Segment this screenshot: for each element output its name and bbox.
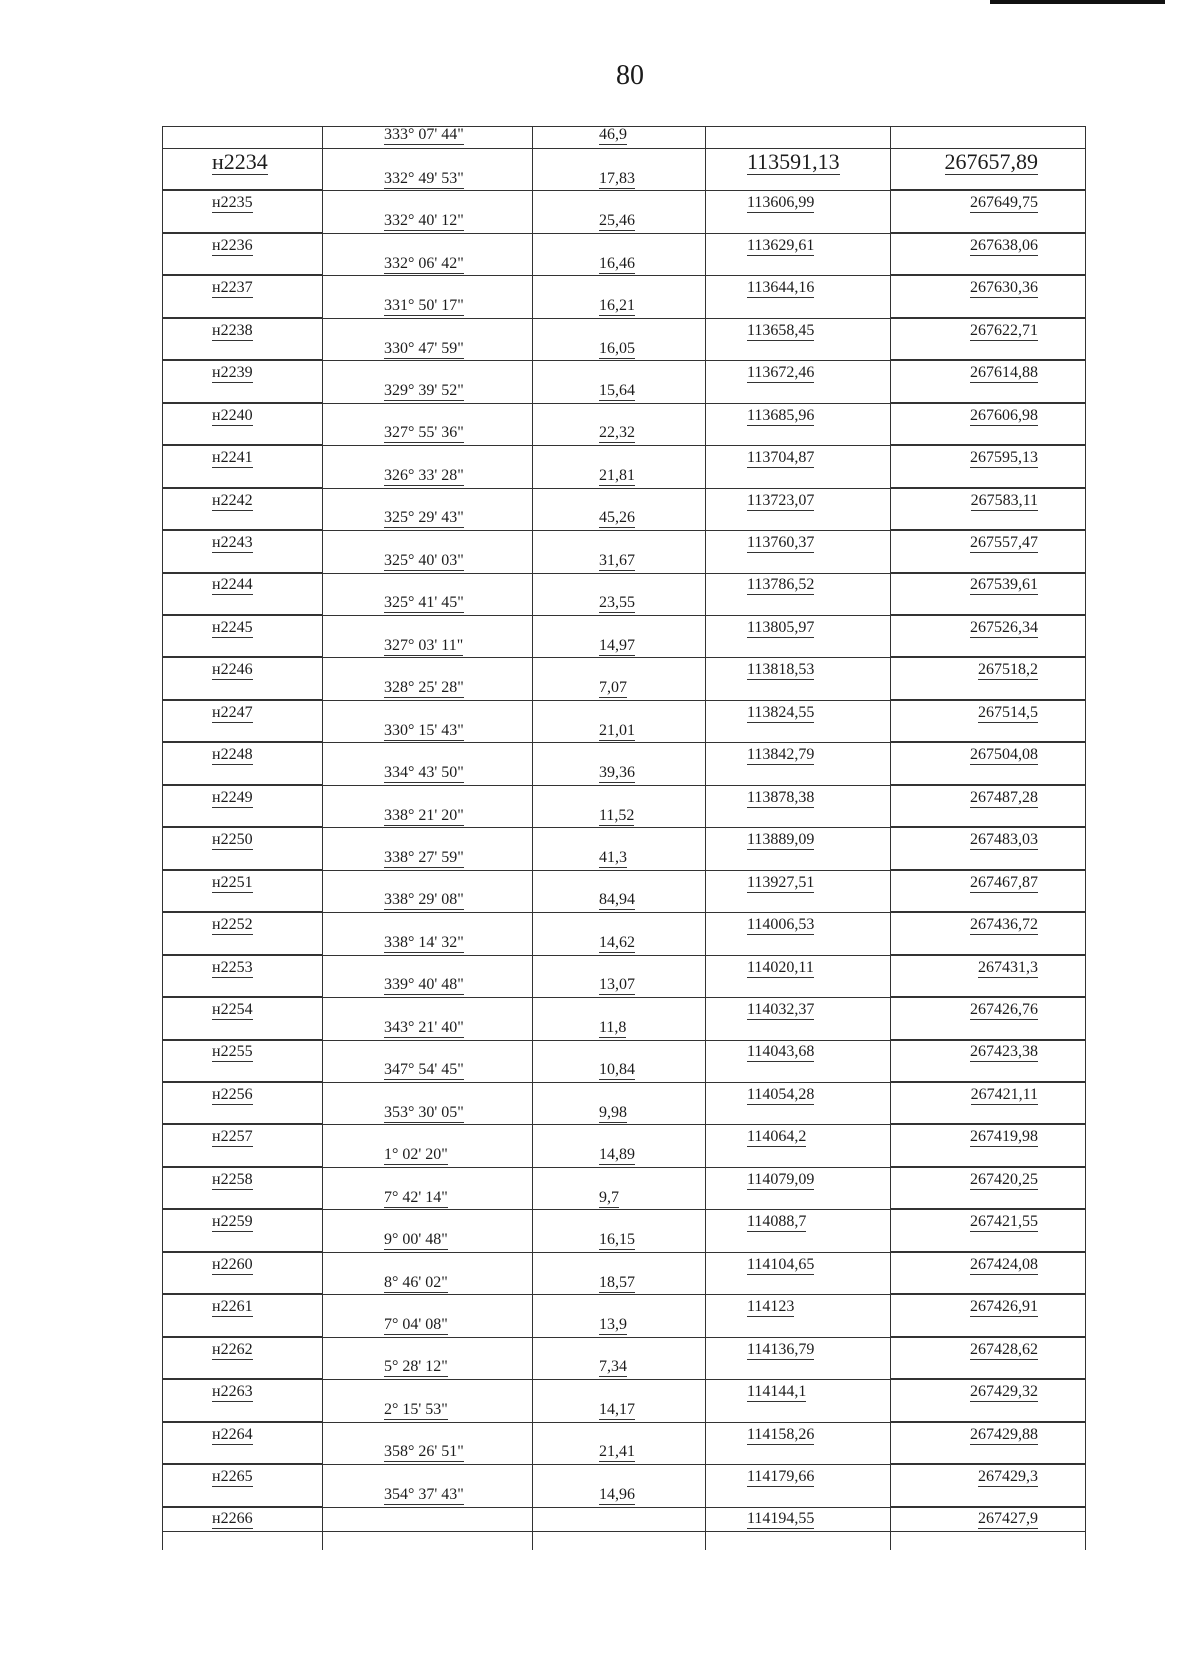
point-x-coordinate: 113629,61 [747, 236, 815, 254]
point-id: н2251 [212, 873, 253, 891]
segment-direction: 358° 26' 51" [384, 1443, 464, 1461]
point-id: н2253 [212, 958, 253, 976]
survey-coordinates-table [162, 126, 1086, 1550]
row-border [162, 955, 1086, 956]
point-id: н2248 [212, 746, 253, 764]
point-x-coordinate: 113606,99 [747, 194, 815, 212]
segment-length: 21,81 [599, 466, 635, 484]
row-border [162, 233, 1086, 234]
row-border [162, 1507, 1086, 1508]
point-id: н2239 [212, 364, 253, 382]
segment-length: 16,05 [599, 339, 635, 357]
point-id: н2245 [212, 618, 253, 636]
segment-length: 22,32 [599, 424, 635, 442]
point-x-coordinate: 113644,16 [747, 279, 815, 297]
segment-direction: 327° 03' 11" [384, 636, 464, 654]
point-y-coordinate: 267423,38 [970, 1043, 1038, 1061]
segment-direction: 5° 28' 12" [384, 1358, 448, 1376]
point-id: н2262 [212, 1340, 253, 1358]
segment-length: 9,98 [599, 1103, 627, 1121]
segment-direction: 326° 33' 28" [384, 466, 464, 484]
point-y-coordinate: 267420,25 [970, 1170, 1038, 1188]
row-border [162, 1209, 1086, 1210]
point-id: н2240 [212, 406, 253, 424]
point-id: н2243 [212, 534, 253, 552]
segment-length: 18,57 [599, 1273, 635, 1291]
segment-direction: 330° 47' 59" [384, 339, 464, 357]
row-border [162, 827, 1086, 828]
point-id: н2244 [212, 576, 253, 594]
segment-direction: 7° 04' 08" [384, 1315, 448, 1333]
segment-length: 10,84 [599, 1061, 635, 1079]
point-id: н2250 [212, 831, 253, 849]
point-y-coordinate: 267429,3 [978, 1468, 1038, 1486]
point-y-coordinate: 267419,98 [970, 1128, 1038, 1146]
segment-direction: 331° 50' 17" [384, 297, 464, 315]
row-border [162, 700, 1086, 701]
segment-length: 84,94 [599, 891, 635, 909]
segment-direction: 354° 37' 43" [384, 1485, 464, 1503]
segment-direction: 343° 21' 40" [384, 1018, 464, 1036]
row-border [162, 275, 1086, 276]
segment-length: 21,01 [599, 721, 635, 739]
point-id: н2264 [212, 1425, 253, 1443]
point-y-coordinate: 267436,72 [970, 916, 1038, 934]
segment-direction: 353° 30' 05" [384, 1103, 464, 1121]
segment-length: 41,3 [599, 848, 627, 866]
row-border [162, 785, 1086, 786]
point-x-coordinate: 113805,97 [747, 618, 815, 636]
segment-length: 14,96 [599, 1485, 635, 1503]
point-id: н2252 [212, 916, 253, 934]
segment-direction: 2° 15' 53" [384, 1400, 448, 1418]
row-border [162, 190, 1086, 191]
segment-length: 21,41 [599, 1443, 635, 1461]
segment-direction: 8° 46' 02" [384, 1273, 448, 1291]
segment-direction: 9° 00' 48" [384, 1231, 448, 1249]
point-x-coordinate: 113723,07 [747, 491, 815, 509]
row-border [162, 1252, 1086, 1253]
point-id: н2247 [212, 703, 253, 721]
segment-direction: 325° 29' 43" [384, 509, 464, 527]
row-border [162, 1082, 1086, 1083]
point-x-coordinate: 113818,53 [747, 661, 815, 679]
segment-length: 11,8 [599, 1018, 627, 1036]
segment-length: 13,9 [599, 1315, 627, 1333]
point-x-coordinate: 114179,66 [747, 1468, 815, 1486]
segment-direction: 338° 27' 59" [384, 848, 464, 866]
point-y-coordinate: 267583,11 [970, 491, 1038, 509]
segment-direction: 327° 55' 36" [384, 424, 464, 442]
segment-length: 46,9 [599, 126, 627, 143]
point-y-coordinate: 267606,98 [970, 406, 1038, 424]
point-x-coordinate: 114123 [747, 1298, 795, 1316]
point-id: н2249 [212, 788, 253, 806]
segment-direction: 332° 40' 12" [384, 212, 464, 230]
row-border [162, 403, 1086, 404]
point-id: н2236 [212, 236, 253, 254]
row-border [162, 997, 1086, 998]
point-y-coordinate: 267483,03 [970, 831, 1038, 849]
point-y-coordinate: 267426,76 [970, 1001, 1038, 1019]
point-x-coordinate: 113878,38 [747, 788, 815, 806]
segment-length: 17,83 [599, 169, 635, 187]
point-y-coordinate: 267622,71 [970, 321, 1038, 339]
point-id: н2259 [212, 1213, 253, 1231]
segment-direction: 339° 40' 48" [384, 976, 464, 994]
segment-length: 14,89 [599, 1146, 635, 1164]
row-border [162, 445, 1086, 446]
point-y-coordinate: 267504,08 [970, 746, 1038, 764]
segment-length: 9,7 [599, 1188, 619, 1206]
point-x-coordinate: 113927,51 [747, 873, 815, 891]
row-border [162, 615, 1086, 616]
row-border [162, 1464, 1086, 1465]
top-rule [990, 0, 1165, 4]
point-y-coordinate: 267638,06 [970, 236, 1038, 254]
point-id: н2241 [212, 449, 253, 467]
segment-length: 31,67 [599, 551, 635, 569]
segment-direction: 328° 25' 28" [384, 679, 464, 697]
point-x-coordinate: 113889,09 [747, 831, 815, 849]
point-x-coordinate: 114043,68 [747, 1043, 815, 1061]
segment-length: 7,34 [599, 1358, 627, 1376]
point-y-coordinate: 267518,2 [978, 661, 1038, 679]
point-id: н2234 [212, 148, 268, 174]
row-border [162, 1294, 1086, 1295]
point-x-coordinate: 114088,7 [747, 1213, 807, 1231]
table-bottom-border [162, 1531, 1086, 1532]
row-border [162, 360, 1086, 361]
row-border [162, 1040, 1086, 1041]
point-x-coordinate: 114032,37 [747, 1001, 815, 1019]
point-y-coordinate: 267424,08 [970, 1255, 1038, 1273]
point-x-coordinate: 114006,53 [747, 916, 815, 934]
point-y-coordinate: 267427,9 [978, 1510, 1038, 1528]
segment-direction: 338° 21' 20" [384, 806, 464, 824]
point-x-coordinate: 114064,2 [747, 1128, 807, 1146]
point-x-coordinate: 113685,96 [747, 406, 815, 424]
row-border [162, 1124, 1086, 1125]
segment-length: 14,97 [599, 636, 635, 654]
point-x-coordinate: 113842,79 [747, 746, 815, 764]
point-x-coordinate: 113658,45 [747, 321, 815, 339]
point-y-coordinate: 267649,75 [970, 194, 1038, 212]
point-y-coordinate: 267526,34 [970, 618, 1038, 636]
point-y-coordinate: 267595,13 [970, 449, 1038, 467]
point-x-coordinate: 114054,28 [747, 1085, 815, 1103]
point-id: н2254 [212, 1001, 253, 1019]
row-border [162, 870, 1086, 871]
segment-direction: 7° 42' 14" [384, 1188, 448, 1206]
segment-direction: 347° 54' 45" [384, 1061, 464, 1079]
point-id: н2255 [212, 1043, 253, 1061]
point-id: н2266 [212, 1510, 253, 1528]
segment-direction: 332° 06' 42" [384, 254, 464, 272]
row-border [162, 912, 1086, 913]
point-id: н2263 [212, 1383, 253, 1401]
point-y-coordinate: 267487,28 [970, 788, 1038, 806]
point-id: н2265 [212, 1468, 253, 1486]
point-y-coordinate: 267630,36 [970, 279, 1038, 297]
row-border [162, 318, 1086, 319]
point-y-coordinate: 267657,89 [944, 148, 1038, 174]
point-y-coordinate: 267557,47 [970, 534, 1038, 552]
point-y-coordinate: 267429,88 [970, 1425, 1038, 1443]
point-y-coordinate: 267428,62 [970, 1340, 1038, 1358]
page-number: 80 [616, 60, 644, 91]
point-y-coordinate: 267421,11 [970, 1085, 1038, 1103]
segment-direction: 1° 02' 20" [384, 1146, 448, 1164]
segment-direction: 329° 39' 52" [384, 381, 464, 399]
point-id: н2237 [212, 279, 253, 297]
segment-length: 13,07 [599, 976, 635, 994]
point-x-coordinate: 114020,11 [747, 958, 814, 976]
point-id: н2256 [212, 1085, 253, 1103]
segment-length: 16,15 [599, 1231, 635, 1249]
row-border [162, 742, 1086, 743]
segment-direction: 333° 07' 44" [384, 126, 464, 143]
point-x-coordinate: 113824,55 [747, 703, 815, 721]
point-x-coordinate: 113704,87 [747, 449, 815, 467]
point-y-coordinate: 267614,88 [970, 364, 1038, 382]
point-x-coordinate: 114194,55 [747, 1510, 815, 1528]
point-id: н2246 [212, 661, 253, 679]
segment-length: 23,55 [599, 594, 635, 612]
segment-length: 39,36 [599, 764, 635, 782]
row-border [162, 1422, 1086, 1423]
segment-length: 45,26 [599, 509, 635, 527]
segment-length: 16,21 [599, 297, 635, 315]
segment-direction: 338° 29' 08" [384, 891, 464, 909]
segment-direction: 338° 14' 32" [384, 933, 464, 951]
segment-length: 14,17 [599, 1400, 635, 1418]
point-x-coordinate: 113760,37 [747, 534, 815, 552]
row-border [162, 530, 1086, 531]
segment-length: 16,46 [599, 254, 635, 272]
point-x-coordinate: 114158,26 [747, 1425, 815, 1443]
row-border [162, 573, 1086, 574]
segment-length: 15,64 [599, 381, 635, 399]
point-id: н2258 [212, 1170, 253, 1188]
row-border [162, 1337, 1086, 1338]
point-x-coordinate: 114144,1 [747, 1383, 807, 1401]
point-id: н2238 [212, 321, 253, 339]
row-border [162, 488, 1086, 489]
point-id: н2261 [212, 1298, 253, 1316]
point-y-coordinate: 267426,91 [970, 1298, 1038, 1316]
point-x-coordinate: 113786,52 [747, 576, 815, 594]
segment-direction: 325° 41' 45" [384, 594, 464, 612]
point-x-coordinate: 114104,65 [747, 1255, 815, 1273]
row-border [162, 1167, 1086, 1168]
point-id: н2235 [212, 194, 253, 212]
segment-direction: 334° 43' 50" [384, 764, 464, 782]
point-x-coordinate: 114136,79 [747, 1340, 815, 1358]
segment-direction: 330° 15' 43" [384, 721, 464, 739]
point-id: н2242 [212, 491, 253, 509]
point-y-coordinate: 267539,61 [970, 576, 1038, 594]
segment-direction: 325° 40' 03" [384, 551, 464, 569]
point-id: н2260 [212, 1255, 253, 1273]
point-y-coordinate: 267431,3 [978, 958, 1038, 976]
row-border [162, 1379, 1086, 1380]
point-x-coordinate: 113672,46 [747, 364, 815, 382]
point-y-coordinate: 267514,5 [978, 703, 1038, 721]
point-x-coordinate: 113591,13 [747, 148, 840, 174]
row-border [162, 657, 1086, 658]
point-id: н2257 [212, 1128, 253, 1146]
segment-direction: 332° 49' 53" [384, 169, 464, 187]
segment-length: 14,62 [599, 933, 635, 951]
point-x-coordinate: 114079,09 [747, 1170, 815, 1188]
segment-length: 11,52 [599, 806, 635, 824]
segment-length: 7,07 [599, 679, 627, 697]
point-y-coordinate: 267421,55 [970, 1213, 1038, 1231]
segment-length: 25,46 [599, 212, 635, 230]
point-y-coordinate: 267467,87 [970, 873, 1038, 891]
point-y-coordinate: 267429,32 [970, 1383, 1038, 1401]
